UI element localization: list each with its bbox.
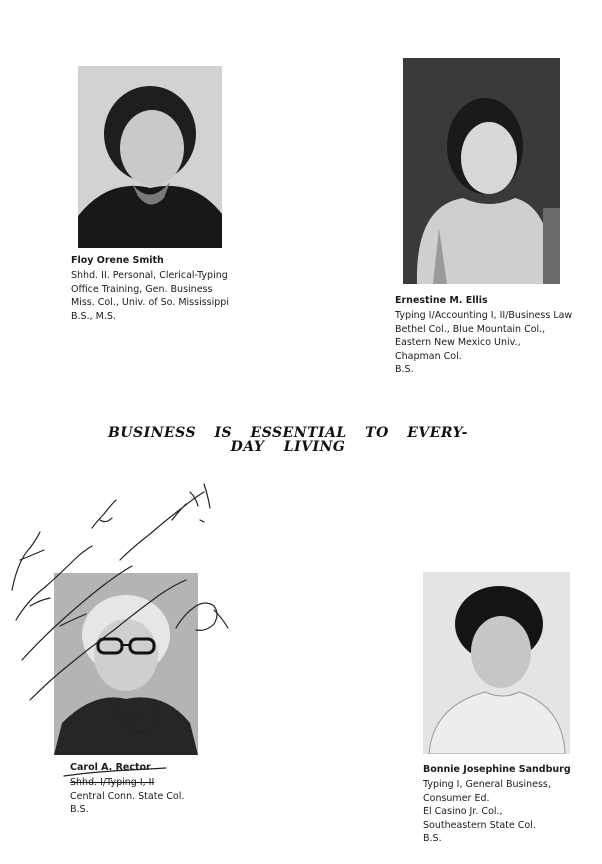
portrait-photo-smith — [78, 66, 222, 248]
headline-word: TO — [365, 425, 389, 441]
portrait-photo-rector — [54, 573, 198, 755]
faculty-caption-smith — [71, 254, 229, 323]
faculty-detail-line: Eastern New Mexico Univ., — [395, 337, 521, 349]
faculty-detail-line: Typing I, General Business, — [423, 779, 551, 791]
headline-word: IS — [214, 425, 233, 441]
headline-word: BUSINESS — [108, 425, 197, 441]
faculty-detail-line: Bethel Col., Blue Mountain Col., — [395, 323, 546, 335]
faculty-detail-line: B.S. — [423, 833, 442, 845]
faculty-name: Ernestine M. Ellis — [395, 295, 488, 306]
faculty-detail-line: Shhd. I/Typing I, II — [70, 777, 155, 789]
faculty-detail-line: Shhd. II. Personal, Clerical-Typing — [71, 270, 228, 282]
faculty-name: Bonnie Josephine Sandburg — [423, 764, 571, 775]
faculty-detail-line: Typing I/Accounting I, II/Business Law — [395, 310, 573, 322]
faculty-caption-ellis — [395, 294, 572, 376]
faculty-detail-line: El Casino Jr. Col., — [423, 806, 503, 818]
faculty-detail-line: Miss. Col., Univ. of So. Mississippi — [71, 297, 229, 309]
faculty-detail-line: Office Training, Gen. Business — [71, 283, 213, 295]
faculty-name: Floy Orene Smith — [71, 255, 164, 266]
faculty-detail-line: B.S. — [70, 804, 89, 816]
faculty-detail-line: Chapman Col. — [395, 350, 462, 362]
faculty-caption-sandburg — [423, 763, 571, 845]
faculty-name: Carol A. Rector — [70, 762, 151, 773]
faculty-detail-line: Consumer Ed. — [423, 792, 490, 804]
faculty-detail-line: B.S., M.S. — [71, 310, 116, 322]
page-headline — [108, 425, 468, 455]
faculty-detail-line: Southeastern State Col. — [423, 819, 536, 831]
portrait-photo-ellis — [403, 58, 560, 284]
faculty-detail-line: B.S. — [395, 364, 414, 376]
headline-line-2: DAY LIVING — [230, 439, 346, 455]
portrait-photo-sandburg — [423, 572, 570, 754]
faculty-detail-line: Central Conn. State Col. — [70, 790, 185, 802]
headline-word: EVERY- — [407, 425, 468, 441]
headline-word: ESSENTIAL — [250, 425, 347, 441]
faculty-caption-rector — [70, 761, 184, 817]
